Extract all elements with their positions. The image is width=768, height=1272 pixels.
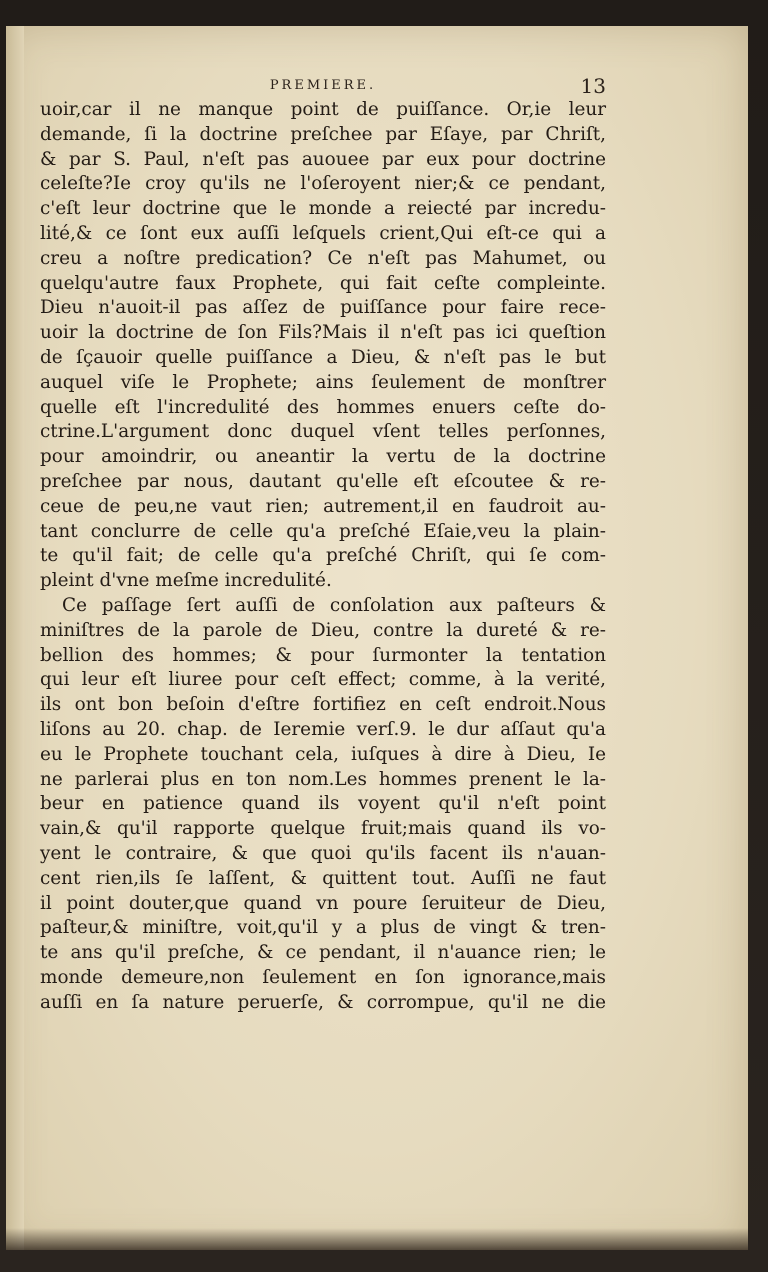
- text-line: lité,& ce ſont eux auſſi leſquels crient,Qui eſt-ce qui a: [40, 222, 606, 244]
- text-line: tant conclurre de celle qu'a preſché Eſaie,veu la plain-: [40, 520, 606, 542]
- text-line: yent le contraire, & que quoi qu'ils facent ils n'auan-: [40, 842, 606, 864]
- running-head: [46, 74, 606, 98]
- text-line: liſons au 20. chap. de Ieremie verſ.9. le dur aſſaut qu'a: [40, 718, 606, 740]
- text-line: Dieu n'auoit-il pas aſſez de puiſſance pour faire rece-: [40, 297, 606, 319]
- text-line: pour amoindrir, ou aneantir la vertu de la doctrine: [40, 446, 606, 468]
- text-line: & par S. Paul, n'eſt pas auouee par eux pour doctrine: [40, 148, 606, 170]
- text-line: miniſtres de la parole de Dieu, contre la dureté & re-: [40, 619, 606, 641]
- text-line: Ce paſſage ſert auſſi de conſolation aux paſteurs &: [62, 594, 606, 616]
- text-line: beur en patience quand ils voyent qu'il n'eſt point: [40, 793, 606, 815]
- paragraph-1: [40, 98, 606, 594]
- page-bottom-shadow: [6, 1228, 748, 1250]
- text-line: bellion des hommes; & pour ſurmonter la tentation: [40, 644, 606, 666]
- text-line: il point douter,que quand vn poure ſeruiteur de Dieu,: [40, 892, 606, 914]
- text-line: qui leur eſt liuree pour ceſt effect; comme, à la verité,: [40, 669, 606, 691]
- text-line: demande, ſi la doctrine preſchee par Eſaye, par Chriſt,: [40, 123, 606, 145]
- text-line: paſteur,& miniſtre, voit,qu'il y a plus de vingt & tren-: [40, 917, 606, 939]
- text-line: monde demeure,non ſeulement en ſon ignorance,mais: [40, 966, 606, 988]
- page-number: 13: [580, 74, 606, 98]
- text-line: cent rien,ils ſe laſſent, & quittent tout. Auſſi ne faut: [40, 867, 606, 889]
- text-line: creu a noſtre predication? Ce n'eſt pas Mahumet, ou: [40, 247, 606, 269]
- book-page: [6, 26, 748, 1250]
- text-line: te qu'il fait; de celle qu'a preſché Chriſt, qui ſe com-: [40, 545, 606, 567]
- text-line: ctrine.L'argument donc duquel vſent telles perſonnes,: [40, 421, 606, 443]
- running-title: PREMIERE.: [269, 78, 377, 93]
- text-line: preſchee par nous, dautant qu'elle eſt eſcoutee & re-: [40, 470, 606, 492]
- text-line: c'eſt leur doctrine que le monde a reiecté par incredu-: [40, 198, 606, 220]
- text-line: eu le Prophete touchant cela, iuſques à dire à Dieu, Ie: [40, 743, 606, 765]
- text-line: quelle eſt l'incredulité des hommes enuers ceſte do-: [40, 396, 606, 418]
- text-line: celeſte?Ie croy qu'ils ne l'oſeroyent nier;& ce pendant,: [40, 173, 606, 195]
- text-line: uoir,car il ne manque point de puiſſance. Or,ie leur: [40, 99, 606, 120]
- text-line: uoir la doctrine de ſon Fils?Mais il n'eſt pas ici queſtion: [40, 322, 606, 344]
- text-line: ceue de peu,ne vaut rien; autrement,il en faudroit au-: [40, 495, 606, 517]
- text-line: te ans qu'il preſche, & ce pendant, il n'auance rien; le: [40, 942, 606, 964]
- text-line: ils ont bon beſoin d'eſtre fortifiez en ceſt endroit.Nous: [40, 694, 606, 716]
- text-line: auquel viſe le Prophete; ains ſeulement de monſtrer: [40, 371, 606, 393]
- text-line: de ſçauoir quelle puiſſance a Dieu, & n'eſt pas le but: [40, 346, 606, 368]
- text-line: vain,& qu'il rapporte quelque fruit;mais quand ils vo-: [40, 818, 606, 840]
- text-line: pleint d'vne meſme incredulité.: [40, 570, 332, 592]
- page-gutter: [6, 26, 24, 1250]
- text-line: auſſi en ſa nature peruerſe, & corrompue, qu'il ne die: [40, 991, 606, 1013]
- body-text: [40, 98, 606, 1015]
- paragraph-2: [40, 594, 606, 1016]
- text-line: ne parlerai plus en ton nom.Les hommes prenent le la-: [40, 768, 606, 790]
- text-line: quelqu'autre faux Prophete, qui fait ceſte compleinte.: [40, 272, 606, 294]
